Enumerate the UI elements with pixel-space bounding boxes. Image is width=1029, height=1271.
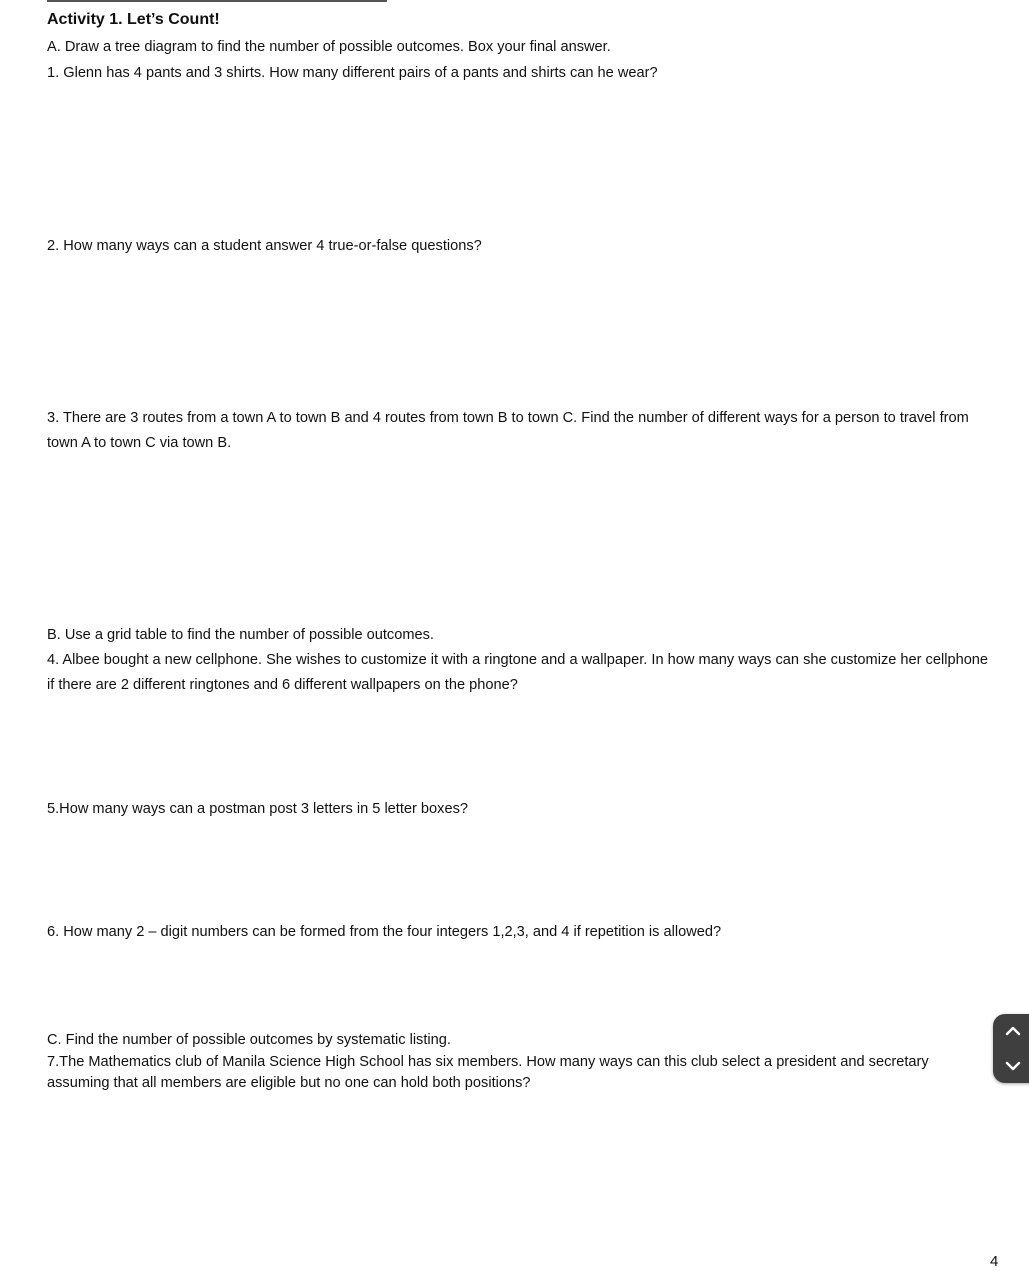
next-page-button[interactable] [993, 1049, 1029, 1083]
question-6: 6. How many 2 – digit numbers can be formed from the four integers 1,2,3, and 4 if repetition is allowed? [47, 924, 722, 940]
chevron-down-icon [1004, 1060, 1022, 1072]
question-5: 5.How many ways can a postman post 3 letters in 5 letter boxes? [47, 801, 468, 817]
top-rule [47, 0, 387, 2]
previous-page-button[interactable] [993, 1014, 1029, 1048]
section-c-instruction: C. Find the number of possible outcomes by systematic listing. [47, 1032, 451, 1048]
question-7: 7.The Mathematics club of Manila Science High School has six members. How many ways can this club select a president and secretary assuming that all members are eligible but no one can hold both positions? [47, 1054, 929, 1091]
page-navigation [993, 1014, 1029, 1083]
section-b-instruction: B. Use a grid table to find the number of possible outcomes. [47, 627, 434, 643]
question-4: 4. Albee bought a new cellphone. She wishes to customize it with a ringtone and a wallpaper. In how many ways can she customize her cellphone if there are 2 different ringtones and 6 different wallpapers on the phone? [47, 652, 989, 693]
question-1: 1. Glenn has 4 pants and 3 shirts. How many different pairs of a pants and shirts can he wear? [47, 65, 658, 81]
question-3: 3. There are 3 routes from a town A to town B and 4 routes from town B to town C. Find the number of different ways for a person to travel from town A to town C via town B. [47, 410, 969, 451]
section-a-instruction: A. Draw a tree diagram to find the number of possible outcomes. Box your final answer. [47, 39, 611, 55]
page-number: 4 [990, 1253, 999, 1270]
activity-title: Activity 1. Let’s Count! [47, 11, 220, 28]
chevron-up-icon [1004, 1025, 1022, 1037]
question-2: 2. How many ways can a student answer 4 true-or-false questions? [47, 238, 482, 254]
